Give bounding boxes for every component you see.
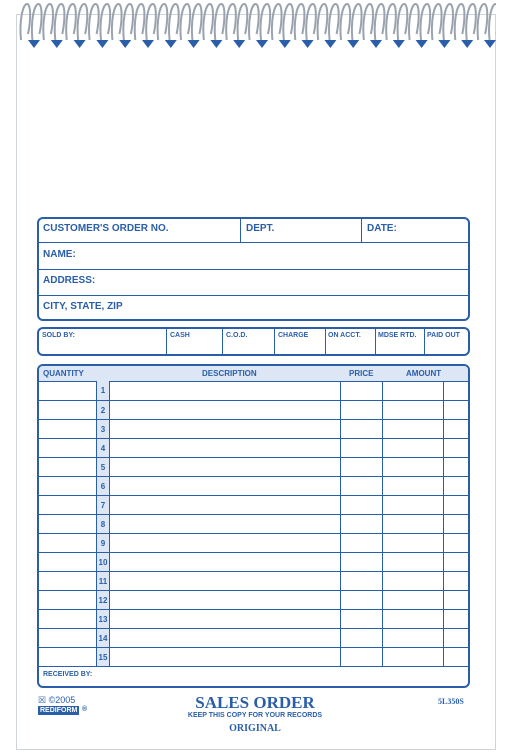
table-row [39, 400, 468, 420]
line-number: 12 [98, 596, 108, 605]
copyright-year: ©2005 [48, 695, 76, 705]
table-row [39, 628, 468, 648]
line-number: 9 [100, 539, 106, 548]
city-state-zip-label: CITY, STATE, ZIP [43, 301, 123, 312]
table-row [39, 571, 468, 591]
line-number: 15 [98, 653, 108, 662]
spiral-binding [16, 0, 496, 52]
table-row [39, 590, 468, 610]
table-row [39, 381, 468, 400]
line-number: 14 [98, 634, 108, 643]
mdse-rtd-label: MDSE RTD. [378, 332, 417, 339]
on-acct-label: ON ACCT. [328, 332, 361, 339]
quantity-header: QUANTITY [43, 369, 84, 378]
table-row [39, 419, 468, 439]
table-header-row [39, 366, 468, 382]
received-by-label: RECEIVED BY: [43, 671, 93, 678]
description-header: DESCRIPTION [202, 369, 257, 378]
items-table [37, 364, 470, 688]
price-header: PRICE [349, 369, 374, 378]
brand-name: REDIFORM [40, 707, 78, 714]
line-number: 8 [100, 520, 106, 529]
payment-box [37, 327, 470, 356]
clipboard-icon: ☒ [38, 695, 47, 705]
line-number: 11 [98, 577, 108, 586]
date-label: DATE: [367, 223, 397, 234]
line-number: 3 [100, 425, 106, 434]
table-row [39, 552, 468, 572]
table-row [39, 476, 468, 496]
line-number: 10 [98, 558, 108, 567]
form-subtitle: KEEP THIS COPY FOR YOUR RECORDS [187, 712, 323, 719]
table-row [39, 609, 468, 629]
copy-type: ORIGINAL [229, 723, 281, 734]
line-number: 2 [100, 406, 106, 415]
sold-by-label: SOLD BY: [42, 332, 75, 339]
table-row [39, 647, 468, 667]
table-row [39, 514, 468, 534]
address-label: ADDRESS: [43, 275, 96, 286]
line-number: 13 [98, 615, 108, 624]
table-row [39, 438, 468, 458]
table-row [39, 495, 468, 515]
name-label: NAME: [43, 249, 76, 260]
table-row [39, 533, 468, 553]
form-title: SALES ORDER [195, 693, 315, 712]
customer-info-box [37, 217, 470, 321]
form-code: 5L350S [438, 697, 464, 706]
line-number: 6 [100, 482, 106, 491]
line-number: 7 [100, 501, 106, 510]
paid-out-label: PAID OUT [427, 332, 460, 339]
line-number: 4 [100, 444, 106, 453]
line-number: 1 [100, 386, 106, 395]
cod-label: C.O.D. [226, 332, 248, 339]
customer-order-no-label: CUSTOMER'S ORDER NO. [43, 223, 169, 234]
amount-header: AMOUNT [406, 369, 442, 378]
registered-mark: ® [82, 706, 88, 713]
dept-label: DEPT. [246, 223, 275, 234]
table-row [39, 457, 468, 477]
cash-label: CASH [170, 332, 190, 339]
charge-label: CHARGE [278, 332, 309, 339]
line-number: 5 [100, 463, 106, 472]
